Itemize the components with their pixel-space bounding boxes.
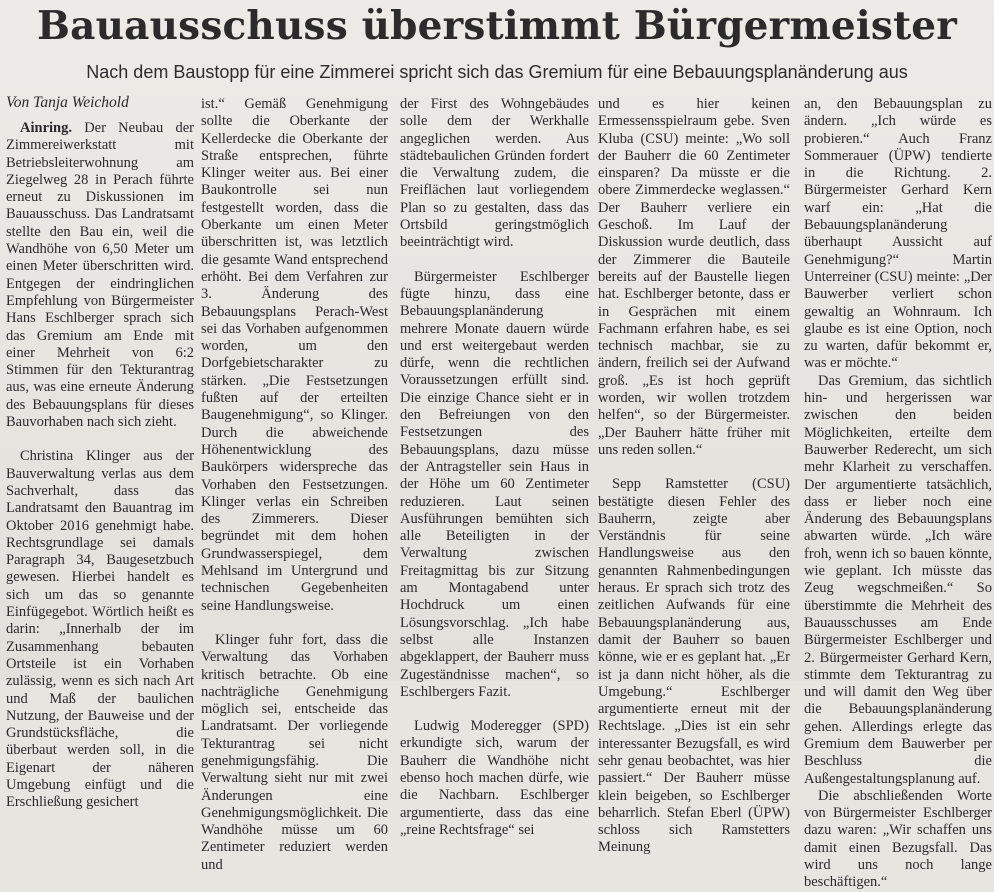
- article-paragraph: Christina Klinger aus der Bauverwaltung verlas aus dem Sachverhalt, dass das Landratsamt den Bauantrag im Oktober 2016 genehmigt habe. Rechtsgrundlage sei damals Paragraph 34, Baugesetzbuch gewesen. Hierbei handelt es sich um das so genannte Einfügegebot. Wörtlich heißt es darin: „Innerhalb der im Zusammenhang bebauten Ortsteile ist ein Vorhaben zulässig, wenn es sich nach Art und Maß der baulichen Nutzung, der Bauweise und der Grundstücksfläche, die überbaut werden soll, in die Eigenart der näheren Umgebung einfügt und die Erschließung gesichert: [6, 448, 194, 811]
- article-column-3: [400, 96, 589, 838]
- article-paragraph: Die abschließenden Worte von Bürgermeister Eschlberger dazu waren: „Wir schaffen uns damit einen Bezugsfall. Das wird uns noch lange beschäftigen.“: [804, 787, 992, 891]
- article-headline: Bauausschuss überstimmt Bürgermeister: [36, 3, 958, 49]
- article-paragraph: an, den Bebauungsplan zu ändern. „Ich würde es probieren.“ Auch Franz Sommerauer (ÜPW) tendierte in die Richtung. 2. Bürgermeister Gerhard Kern warf ein: „Hat die Bebauungsplanänderung überhaupt Aussicht auf Genehmigung?“ Martin Unterreiner (CSU) meinte: „Der Bauwerber verliert schon gewaltig an Wohnraum. Ich glaube es ist eine Option, noch zu warten, dafür bekommt er, was er möchte.“: [804, 96, 992, 372]
- paragraph-text: Der Neubau der Zimmereiwerkstatt mit Betriebsleiterwohnung am Ziegelweg 28 in Perach führte erneut zu Diskussionen im Bauausschuss. Das Landratsamt stellte den Bau ein, weil die Wandhöhe von 6,50 Meter um einen Meter überschritten wird. Entgegen der eindringlichen Empfehlung von Bürgermeister Hans Eschlberger sprach sich das Gremium am Ende mit einer Mehrheit von 6:2 Stimmen für den Tekturantrag aus, was eine erneute Änderung des Bebauungsplans für dieses Bauvorhaben nach sich zieht.: [6, 120, 194, 431]
- article-paragraph: Das Gremium, das sichtlich hin- und hergerissen war zwischen den beiden Möglichkeiten, erteilte dem Bauwerber Rederecht, um sich mehr Klarheit zu verschaffen. Der argumentierte tatsächlich, dass er lieber noch eine Änderung des Bebauungsplans abwarten würde. „Ich wäre froh, wenn ich so bauen könnte, wie geplant. Ich müsste das Zeug wegschmeißen.“ So überstimmte die Mehrheit des Bauausschusses am Ende Bürgermeister Eschlberger und 2. Bürgermeister Gerhard Kern, stimmte dem Tekturantrag zu und will damit den Weg über die Bebauungsplanänderung gehen. Allerdings erlegte das Gremium dem Bauwerber per Beschluss die Außengestaltungsplanung auf.: [804, 372, 992, 787]
- article-column-4: [598, 96, 790, 856]
- article-byline: Von Tanja Weichold: [6, 94, 129, 111]
- article-column-5: [804, 96, 992, 891]
- article-paragraph: der First des Wohngebäudes solle dem der Werkhalle angeglichen werden. Aus städtebaulichen Gründen fordert die Verwaltung zudem, die Freiflächen laut vorliegendem Plan so zu gestalten, dass das Ortsbild geringstmöglich beeinträchtigt wird.: [400, 96, 589, 251]
- article-subheadline: Nach dem Baustopp für eine Zimmerei spricht sich das Gremium für eine Bebauungsplanänderung aus: [86, 62, 908, 82]
- article-paragraph: Bürgermeister Eschlberger fügte hinzu, dass eine Bebauungsplanänderung mehrere Monate dauern würde und erst weitergebaut werden dürfe, wenn die rechtlichen Voraussetzungen erfüllt sind. Die einzige Chance sieht er in den Befreiungen von den Festsetzungen des Bebauungsplans, dazu müsse der Antragsteller sein Haus in der Höhe um 60 Zentimeter reduzieren. Laut seinen Ausführungen bemühten sich alle Beteiligten in der Verwaltung zwischen Freitagmittag bis zur Sitzung am Montagabend unter Hochdruck um einen Lösungsvorschlag. „Ich habe selbst alle Instanzen abgeklappert, der Bauherr muss Zugeständnisse machen“, so Eschlbergers Fazit.: [400, 268, 589, 700]
- article-paragraph: und es hier keinen Ermessensspielraum gebe. Sven Kluba (CSU) meinte: „Wo soll der Bauherr die 60 Zentimeter einsparen? Da müsste er die obere Zimmerdecke weglassen.“ Der Bauherr verliere ein Geschoß. Im Lauf der Diskussion wurde deutlich, dass der Zimmerer die Bauteile bereits auf der Baustelle liegen hat. Eschlberger betonte, dass er in Gesprächen mit einem Fachmann erfahren habe, es sei technisch machbar, sie zu ändern, freilich sei der Aufwand groß. „Es ist hoch geprüft worden, wir wollen trotzdem helfen“, so der Bürgermeister. „Der Bauherr hätte früher mit uns reden sollen.“: [598, 96, 790, 458]
- article-paragraph: ist.“ Gemäß Genehmigung sollte die Oberkante der Kellerdecke die Oberkante der Straße entsprechen, führte Klinger weiter aus. Bei einer Baukontrolle sei nun festgestellt worden, dass die Oberkante um einen Meter überschritten ist, was letztlich die gesamte Wand entsprechend erhöht. Bei dem Verfahren zur 3. Änderung des Bebauungsplans Perach-West sei das Vorhaben aufgenommen worden, um den Dorfgebietscharakter zu stärken. „Die Festsetzungen fußten auf der erteilten Baugenehmigung“, so Klinger. Durch die abweichende Höhenentwicklung des Baukörpers widerspreche das Vorhaben den Festsetzungen. Klinger verlas ein Schreiben des Zimmerers. Dieser begründet mit dem hohen Grundwasserspiegel, dem Mehlsand im Untergrund und technischen Gegebenheiten seine Handlungsweise.: [201, 96, 388, 614]
- article-paragraph: Ludwig Moderegger (SPD) erkundigte sich, warum der Bauherr die Wandhöhe nicht ebenso hoch machen dürfe, wie die Nachbarn. Eschlberger argumentierte, dass das eine „reine Rechtsfrage“ sei: [400, 718, 589, 838]
- article-dateline: Ainring.: [20, 120, 72, 136]
- article-column-1: [6, 120, 194, 811]
- article-paragraph: Klinger fuhr fort, dass die Verwaltung das Vorhaben kritisch betrachte. Ob eine nachträgliche Genehmigung möglich sei, entscheide das Landratsamt. Der vorliegende Tekturantrag sei nicht genehmigungsfähig. Die Verwaltung sieht nur mit zwei Änderungen eine Genehmigungsmöglichkeit. Die Wandhöhe müsse um 60 Zentimeter reduziert werden und: [201, 631, 388, 873]
- article-paragraph: [6, 120, 194, 431]
- article-paragraph: Sepp Ramstetter (CSU) bestätigte diesen Fehler des Bauherrn, zeigte aber Verständnis für seine Handlungsweise aus den genannten Rahmenbedingungen heraus. Er sprach sich trotz des zeitlichen Aufwands für eine Bebauungsplanänderung aus, damit der Bauherr so bauen könne, wie er es geplant hat. „Er ist ja dann nicht höher, als die Umgebung.“ Eschlberger argumentierte erneut mit der Rechtslage. „Dies ist ein sehr interessanter Bezugsfall, es wird sehr genau beobachtet, was hier passiert.“ Der Bauherr müsse klein beigeben, so Eschlberger beharrlich. Stefan Eberl (ÜPW) schloss sich Ramstetters Meinung: [598, 476, 790, 856]
- article-column-2: [201, 96, 388, 873]
